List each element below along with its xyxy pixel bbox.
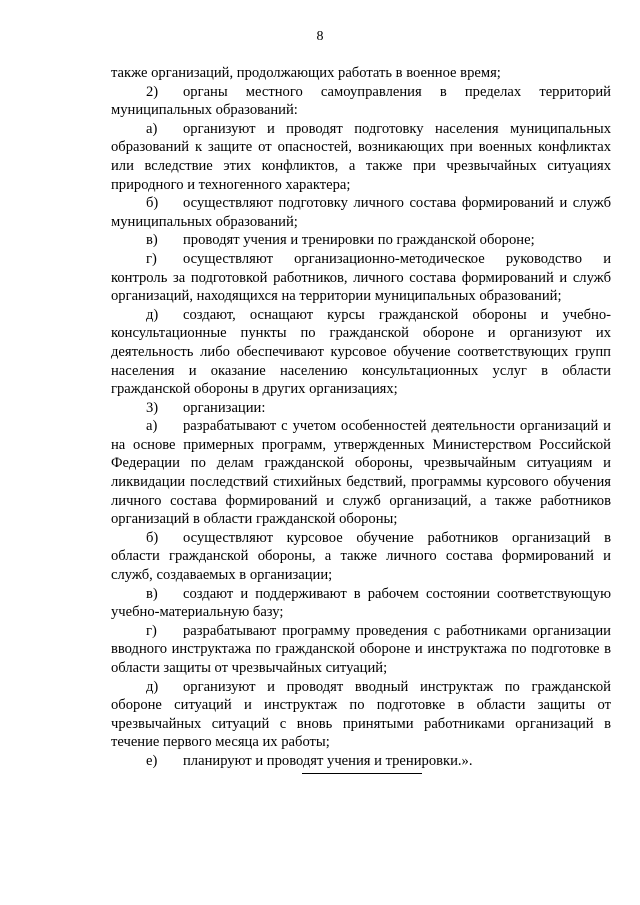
list-item-3a <box>111 417 611 529</box>
list-marker: 3) <box>146 399 159 416</box>
paragraph-text: организации: <box>183 399 266 416</box>
list-item-3 <box>111 399 611 418</box>
list-marker: б) <box>146 529 159 546</box>
paragraph-text: осуществляют организационно-методическое руководство и контроль за подготовкой работников, личного состава формирований и служб организаций, находящихся на территории муниципальных образований; <box>111 250 611 305</box>
list-item-2b <box>111 194 611 231</box>
list-item-3g <box>111 622 611 678</box>
paragraph-text: разрабатывают программу проведения с работниками организации вводного инструктажа по гражданской обороне и инструктажа по подготовке в области защиты от чрезвычайных ситуаций; <box>111 622 611 676</box>
paragraph-text: осуществляют подготовку личного состава формирований и служб муниципальных образований; <box>111 195 611 230</box>
list-marker: а) <box>146 120 158 137</box>
paragraph-text: организуют и проводят вводный инструктаж по гражданской обороне ситуаций и инструктаж по подготовке в области защиты от чрезвычайных ситуаций с вновь принятыми работниками организаций в течение первого месяца их работы; <box>111 678 611 751</box>
list-marker: г) <box>146 622 157 639</box>
paragraph-text: организуют и проводят подготовку населения муниципальных образований к защите от опасностей, возникающих при военных конфликтах или вследствие этих конфликтов, а также при чрезвычайных ситуациях природного и техногенного характера; <box>111 120 611 193</box>
document-body <box>111 64 611 771</box>
list-item-3d <box>111 678 611 752</box>
paragraph-text: также организаций, продолжающих работать в военное время; <box>111 65 501 81</box>
paragraph-continuation <box>111 64 611 83</box>
paragraph-text: создают, оснащают курсы гражданской обороны и учебно-консультационные пункты по гражданской обороне и организуют их деятельность либо обеспечивают курсовое обучение соответствующих групп населения и оказание населению консультационных услуг в области гражданской обороны в других организациях; <box>111 306 611 398</box>
paragraph-text: органы местного самоуправления в пределах территорий муниципальных образований: <box>111 83 611 119</box>
list-marker: г) <box>146 250 157 267</box>
list-item-2a <box>111 120 611 194</box>
list-marker: в) <box>146 585 158 602</box>
list-marker: д) <box>146 678 159 695</box>
paragraph-text: планируют и проводят учения и тренировки.». <box>183 752 473 769</box>
list-marker: б) <box>146 195 159 212</box>
list-item-2 <box>111 83 611 120</box>
paragraph-text: создают и поддерживают в рабочем состоянии соответствующую учебно-материальную базу; <box>111 585 611 621</box>
end-divider-line <box>302 773 422 774</box>
list-marker: а) <box>146 418 158 435</box>
list-item-3e <box>111 752 611 771</box>
list-marker: д) <box>146 306 159 323</box>
list-item-2v <box>111 231 611 250</box>
list-marker: в) <box>146 232 158 249</box>
paragraph-text: разрабатывают с учетом особенностей деятельности организаций и на основе примерных программ, утвержденных Министерством Российской Федерации по делам гражданской обороны, чрезвычайным ситуациям и ликвидации последствий стихийных бедствий, программы курсового обучения личного состава формирований и служб организаций, а также работников организаций в области гражданской обороны; <box>111 418 611 528</box>
list-item-3b <box>111 529 611 585</box>
list-item-2g <box>111 250 611 306</box>
paragraph-text: осуществляют курсовое обучение работников организаций в области гражданской обороны, а также личного состава формирований и служб, создаваемых в организации; <box>111 529 611 584</box>
list-item-2d <box>111 306 611 399</box>
list-marker: е) <box>146 752 158 769</box>
page-number: 8 <box>316 29 324 44</box>
paragraph-text: проводят учения и тренировки по гражданской обороне; <box>183 232 535 249</box>
list-marker: 2) <box>146 83 159 100</box>
list-item-3v <box>111 585 611 622</box>
